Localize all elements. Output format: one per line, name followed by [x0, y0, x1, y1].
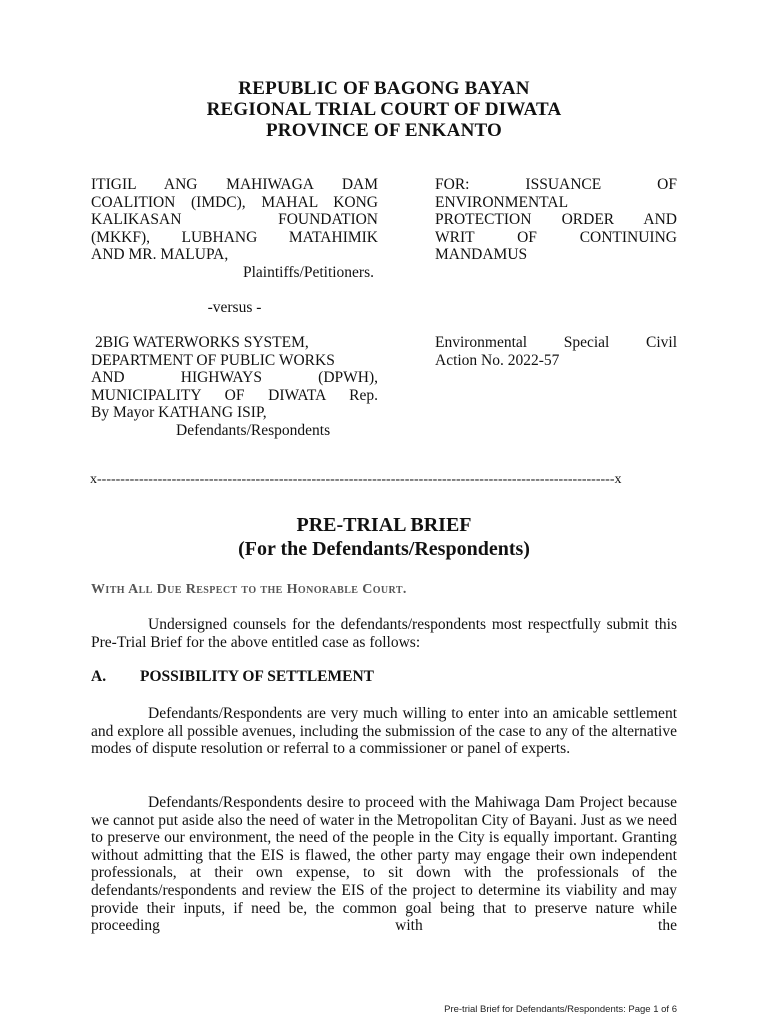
- paragraph-text: Defendants/Respondents are very much willing to enter into an amicable settlement and explore all possible avenues, including the submission of the case to any of the alternative modes of dispute resolution or referral to a commissioner or panel of experts.: [91, 705, 677, 758]
- court-header-province: PROVINCE OF ENKANTO: [265, 120, 503, 141]
- case-for-block: [435, 176, 677, 264]
- plaintiffs-line: KALIKASAN FOUNDATION: [91, 211, 378, 229]
- section-title: POSSIBILITY OF SETTLEMENT: [140, 668, 375, 685]
- defendants-line: By Mayor KATHANG ISIP,: [91, 404, 267, 422]
- case-number-block: [435, 334, 677, 369]
- intro-text: Undersigned counsels for the defendants/respondents most respectfully submit this Pre-Trial Brief for the above entitled case as follows:: [91, 616, 677, 651]
- case-for-line: PROTECTION ORDER AND: [435, 211, 677, 229]
- plaintiffs-block: [91, 176, 378, 282]
- settlement-paragraph-1: [91, 705, 677, 758]
- document-subtitle: (For the Defendants/Respondents): [238, 538, 530, 560]
- versus-label: -versus -: [207, 299, 262, 316]
- salutation: With All Due Respect to the Honorable Court.: [91, 582, 407, 597]
- defendants-line: DEPARTMENT OF PUBLIC WORKS: [91, 351, 335, 369]
- section-heading: [91, 668, 374, 686]
- intro-paragraph: [91, 616, 677, 651]
- plaintiffs-role: Plaintiffs/Petitioners.: [242, 263, 374, 281]
- defendants-line: 2BIG WATERWORKS SYSTEM,: [95, 334, 309, 351]
- case-for-line: WRIT OF CONTINUING: [435, 228, 677, 246]
- case-number-line: Environmental Special Civil: [435, 334, 677, 351]
- defendants-block: [91, 334, 378, 440]
- case-for-line: ENVIRONMENTAL: [435, 193, 569, 211]
- document-title: PRE-TRIAL BRIEF: [296, 514, 472, 536]
- plaintiffs-line: ITIGIL ANG MAHIWAGA DAM: [91, 176, 378, 193]
- defendants-line: AND HIGHWAYS (DPWH),: [91, 369, 378, 387]
- section-letter: A.: [91, 668, 107, 685]
- case-for-line: MANDAMUS: [435, 246, 528, 264]
- case-number-line: Action No. 2022-57: [435, 351, 560, 369]
- page-footer: Pre-trial Brief for Defendants/Respondents: Page 1 of 6: [444, 1004, 677, 1015]
- court-header-court: REGIONAL TRIAL COURT OF DIWATA: [206, 99, 562, 120]
- defendants-line: MUNICIPALITY OF DIWATA Rep.: [91, 386, 378, 404]
- caption-divider: x---------------------------------------------------------------------------------------------------------------x: [90, 472, 622, 487]
- plaintiffs-line: AND MR. MALUPA,: [91, 246, 229, 264]
- plaintiffs-line: COALITION (IMDC), MAHAL KONG: [91, 193, 378, 211]
- plaintiffs-line: (MKKF), LUBHANG MATAHIMIK: [91, 228, 378, 246]
- case-for-line: FOR: ISSUANCE OF: [435, 176, 677, 193]
- paragraph-text: Defendants/Respondents desire to proceed with the Mahiwaga Dam Project because we cannot put aside also the need of water in the Metropolitan City of Bayani. Just as we need to preserve our environment, the need of the people in the City is equally important. Granting without admitting that the EIS is flawed, the other party may engage their own independent professionals, at their own expense, to sit down with the professionals of the defendants/respondents and review the EIS of the project to determine its viability and may provide their inputs, if need be, the common goal being that to preserve nature while proceeding with the: [91, 794, 677, 935]
- defendants-role: Defendants/Respondents: [176, 421, 331, 439]
- settlement-paragraph-2: [91, 794, 677, 935]
- court-header-republic: REPUBLIC OF BAGONG BAYAN: [238, 78, 530, 99]
